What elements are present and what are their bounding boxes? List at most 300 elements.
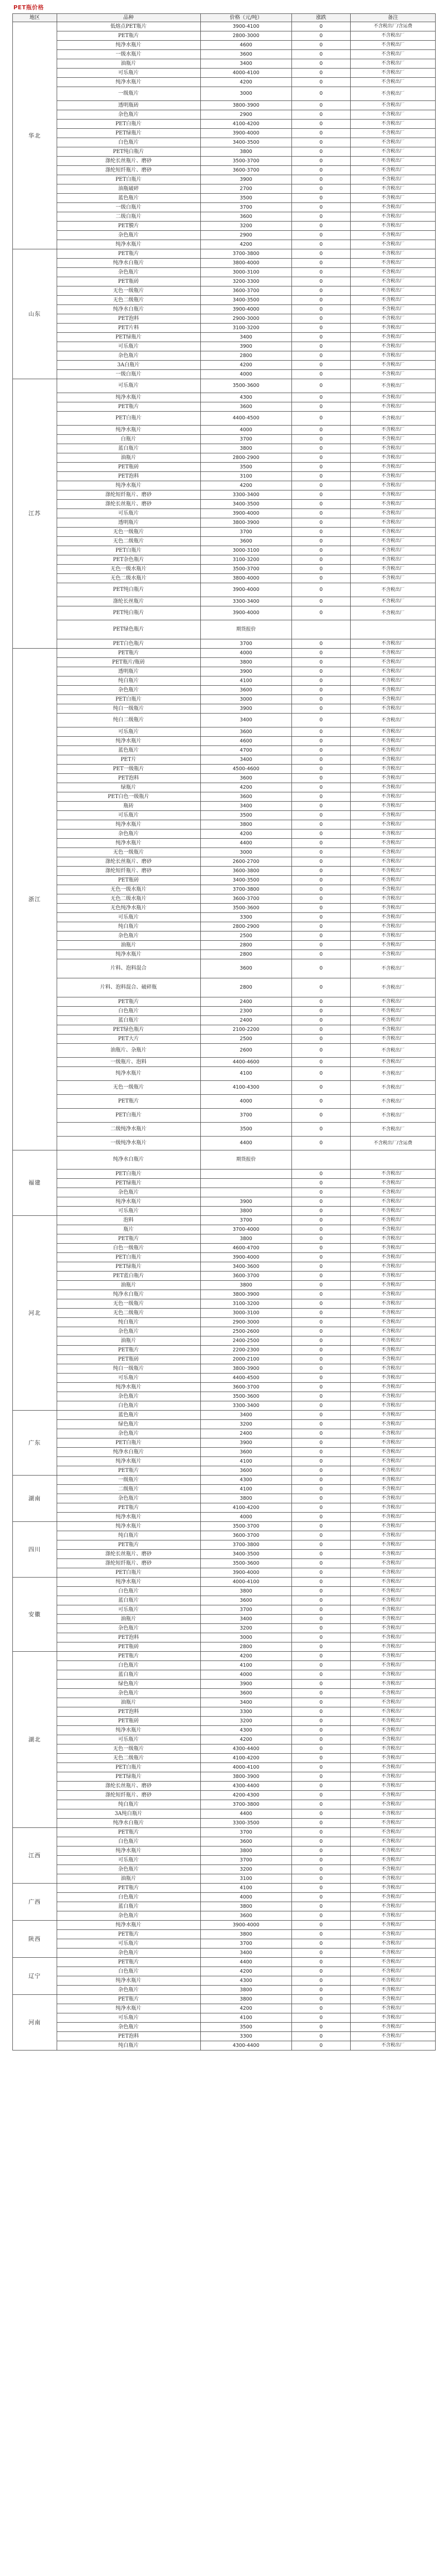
product-cell: PET瓶砖 — [57, 277, 200, 286]
table-row — [13, 120, 436, 129]
change-cell: 0 — [292, 565, 351, 574]
price-cell: 3800 — [200, 1207, 292, 1216]
note-cell: 不含税出厂 — [351, 1244, 436, 1253]
change-cell: 0 — [292, 1016, 351, 1025]
price-cell: 3400-3500 — [200, 876, 292, 885]
change-cell: 0 — [292, 755, 351, 765]
note-cell: 不含税出厂 — [351, 792, 436, 802]
note-cell: 不含税出厂 — [351, 1717, 436, 1726]
price-cell: 3800 — [200, 147, 292, 157]
product-cell: PET片料 — [57, 324, 200, 333]
note-cell: 不含税出厂 — [351, 857, 436, 867]
table-row — [13, 1216, 436, 1225]
table-row — [13, 555, 436, 565]
table-row — [13, 1485, 436, 1494]
product-cell: 涤纶长丝瓶片 — [57, 597, 200, 606]
note-cell: 不含税出厂 — [351, 1234, 436, 1244]
table-row — [13, 885, 436, 894]
price-cell: 3600 — [200, 1689, 292, 1698]
price-cell: 3600 — [200, 727, 292, 737]
product-cell: 可乐瓶片 — [57, 2013, 200, 2023]
table-row — [13, 857, 436, 867]
table-row — [13, 1754, 436, 1763]
price-cell: 4300 — [200, 1976, 292, 1986]
note-cell: 不含税出厂 — [351, 231, 436, 240]
note-cell: 不含税出厂 — [351, 351, 436, 361]
change-cell: 0 — [292, 231, 351, 240]
product-cell: 纯净水瓶片 — [57, 78, 200, 87]
price-cell: 3500 — [200, 811, 292, 820]
product-cell: 白色瓶片 — [57, 1587, 200, 1596]
change-cell: 0 — [292, 1615, 351, 1624]
table-row — [13, 2023, 436, 2032]
table-row — [13, 41, 436, 50]
change-cell: 0 — [292, 783, 351, 792]
product-cell: 一级瓶片 — [57, 1476, 200, 1485]
price-cell: 2400 — [200, 997, 292, 1007]
change-cell: 0 — [292, 1466, 351, 1476]
table-row — [13, 848, 436, 857]
change-cell: 0 — [292, 765, 351, 774]
note-cell: 不含税出厂 — [351, 1457, 436, 1466]
table-row — [13, 129, 436, 138]
table-row — [13, 87, 436, 101]
product-cell: 杂色瓶片 — [57, 931, 200, 941]
price-cell: 2400 — [200, 1429, 292, 1438]
change-cell: 0 — [292, 639, 351, 649]
price-cell: 3500-3600 — [200, 1392, 292, 1401]
table-row — [13, 714, 436, 727]
note-cell: 不含税出厂 — [351, 1392, 436, 1401]
change-cell: 0 — [292, 848, 351, 857]
note-cell: 不含税出厂 — [351, 1828, 436, 1837]
change-cell: 0 — [292, 1299, 351, 1309]
note-cell: 不含税出厂/含运费 — [351, 22, 436, 31]
note-cell: 不含税出厂 — [351, 783, 436, 792]
change-cell: 0 — [292, 1791, 351, 1800]
price-cell: 3700 — [200, 435, 292, 444]
price-cell: 2900-3000 — [200, 314, 292, 324]
change-cell: 0 — [292, 1392, 351, 1401]
product-cell: 可乐瓶片 — [57, 1374, 200, 1383]
table-row — [13, 1550, 436, 1559]
change-cell: 0 — [292, 546, 351, 555]
price-cell: 2600-2700 — [200, 857, 292, 867]
note-cell: 不含税出厂 — [351, 1967, 436, 1976]
product-cell: 蓝白瓶片 — [57, 1596, 200, 1605]
price-cell: 3400 — [200, 1698, 292, 1707]
note-cell: 不含税出厂 — [351, 101, 436, 110]
product-cell: 纯净水瓶片 — [57, 1457, 200, 1466]
table-row — [13, 379, 436, 393]
note-cell: 不含税出厂 — [351, 1216, 436, 1225]
table-row — [13, 1150, 436, 1170]
change-cell: 0 — [292, 379, 351, 393]
price-cell: 3600-3700 — [200, 1383, 292, 1392]
table-row — [13, 259, 436, 268]
product-cell: 杂色瓶片 — [57, 1689, 200, 1698]
note-cell: 不含税出厂 — [351, 714, 436, 727]
note-cell: 不含税出厂 — [351, 1559, 436, 1568]
price-cell: 3800 — [200, 1234, 292, 1244]
price-cell: 3800 — [200, 1902, 292, 1911]
price-cell: 2000-2100 — [200, 1355, 292, 1364]
price-cell: 3100-3200 — [200, 1299, 292, 1309]
change-cell: 0 — [292, 157, 351, 166]
table-row — [13, 1995, 436, 2004]
table-row — [13, 453, 436, 463]
table-row — [13, 774, 436, 783]
note-cell: 不含税出厂 — [351, 212, 436, 222]
note-cell: 不含税出厂 — [351, 1819, 436, 1828]
table-row — [13, 894, 436, 904]
note-cell: 不含税出厂 — [351, 1081, 436, 1095]
change-cell: 0 — [292, 1540, 351, 1550]
change-cell: 0 — [292, 1642, 351, 1652]
table-row — [13, 695, 436, 704]
price-cell: 4700 — [200, 746, 292, 755]
price-cell: 3900 — [200, 175, 292, 184]
note-cell: 不含税出厂 — [351, 305, 436, 314]
table-row — [13, 1401, 436, 1411]
table-row — [13, 704, 436, 714]
table-row — [13, 1652, 436, 1661]
change-cell: 0 — [292, 574, 351, 583]
change-cell: 0 — [292, 370, 351, 379]
product-cell: PET瓶片 — [57, 1234, 200, 1244]
product-cell: 涤纶长丝瓶片、磨砂 — [57, 157, 200, 166]
price-cell: 4200 — [200, 1967, 292, 1976]
product-cell: 透明瓶片 — [57, 667, 200, 676]
product-cell: PET瓶片 — [57, 1466, 200, 1476]
note-cell: 不含税出厂 — [351, 1735, 436, 1744]
note-cell: 不含税出厂 — [351, 1355, 436, 1364]
price-cell: 4300 — [200, 393, 292, 402]
note-cell: 不含税出厂 — [351, 686, 436, 695]
note-cell: 不含税出厂 — [351, 120, 436, 129]
change-cell: 0 — [292, 1197, 351, 1207]
change-cell: 0 — [292, 1670, 351, 1680]
price-cell: 2800-2900 — [200, 453, 292, 463]
price-cell: 3600-3700 — [200, 286, 292, 296]
change-cell: 0 — [292, 676, 351, 686]
product-cell: 一级白瓶片 — [57, 370, 200, 379]
price-cell: 3600-3700 — [200, 894, 292, 904]
page-title: PET瓶价格 — [13, 4, 44, 11]
note-cell: 不含税出厂 — [351, 203, 436, 212]
price-cell: 3400-3600 — [200, 1262, 292, 1272]
change-cell: 0 — [292, 509, 351, 518]
product-cell: 油瓶片 — [57, 59, 200, 69]
product-cell: PET白瓶片 — [57, 412, 200, 426]
note-cell: 不含税出厂 — [351, 129, 436, 138]
change-cell: 0 — [292, 1309, 351, 1318]
price-cell: 3900 — [200, 1438, 292, 1448]
note-cell: 不含税出厂 — [351, 1958, 436, 1967]
note-cell: 不含税出厂 — [351, 324, 436, 333]
product-cell: 纯净水瓶片 — [57, 1726, 200, 1735]
change-cell: 0 — [292, 138, 351, 147]
change-cell: 0 — [292, 1281, 351, 1290]
table-row — [13, 1522, 436, 1531]
product-cell: PET瓶片 — [57, 1540, 200, 1550]
product-cell: 无色一级瓶片 — [57, 528, 200, 537]
table-row — [13, 1290, 436, 1299]
product-cell: 可乐瓶片 — [57, 342, 200, 351]
note-cell: 不含税出厂 — [351, 1772, 436, 1782]
product-cell: PET绿瓶片 — [57, 333, 200, 342]
table-row — [13, 649, 436, 658]
product-cell: 白色瓶片 — [57, 138, 200, 147]
table-row — [13, 1809, 436, 1819]
note-cell: 不含税出厂 — [351, 1044, 436, 1058]
note-cell: 不含税出厂 — [351, 1911, 436, 1921]
table-row — [13, 333, 436, 342]
table-body — [13, 22, 436, 2050]
product-cell: PET白瓶片 — [57, 1109, 200, 1123]
change-cell: 0 — [292, 59, 351, 69]
table-row — [13, 1197, 436, 1207]
product-cell: 纯净水瓶片 — [57, 481, 200, 490]
header-product: 品种 — [57, 14, 200, 22]
change-cell: 0 — [292, 1587, 351, 1596]
product-cell: 油瓶片 — [57, 1698, 200, 1707]
product-cell: 无色一级水瓶片 — [57, 885, 200, 894]
change-cell: 0 — [292, 1025, 351, 1035]
product-cell: 一级瓶片、泡料 — [57, 1058, 200, 1067]
table-row — [13, 1772, 436, 1782]
change-cell: 0 — [292, 1095, 351, 1109]
product-cell: PET白瓶片 — [57, 1253, 200, 1262]
note-cell: 不含税出厂 — [351, 704, 436, 714]
change-cell: 0 — [292, 1744, 351, 1754]
note-cell: 不含税出厂 — [351, 78, 436, 87]
table-row — [13, 101, 436, 110]
note-cell: 不含税出厂 — [351, 528, 436, 537]
product-cell: PET白瓶片 — [57, 1438, 200, 1448]
table-row — [13, 1884, 436, 1893]
change-cell: 0 — [292, 1253, 351, 1262]
header-note: 备注 — [351, 14, 436, 22]
product-cell: PET白瓶片 — [57, 1170, 200, 1179]
note-cell: 不含税出厂 — [351, 286, 436, 296]
change-cell: 0 — [292, 22, 351, 31]
price-cell: 4400 — [200, 1958, 292, 1967]
note-cell: 不含税出厂 — [351, 1670, 436, 1680]
table-row — [13, 867, 436, 876]
change-cell: 0 — [292, 1689, 351, 1698]
change-cell: 0 — [292, 453, 351, 463]
product-cell: PET瓶片 — [57, 31, 200, 41]
change-cell: 0 — [292, 1856, 351, 1865]
note-cell: 不含税出厂 — [351, 1976, 436, 1986]
product-cell: 无色二级水瓶片 — [57, 894, 200, 904]
change-cell: 0 — [292, 1605, 351, 1615]
table-row — [13, 175, 436, 184]
product-cell: 无色一级瓶片 — [57, 1744, 200, 1754]
region-cell: 山东 — [13, 249, 57, 379]
change-cell: 0 — [292, 950, 351, 959]
note-cell: 不含税出厂 — [351, 658, 436, 667]
product-cell: 白色瓶片 — [57, 1837, 200, 1846]
note-cell: 不含税出厂 — [351, 1754, 436, 1763]
table-row — [13, 820, 436, 829]
price-cell: 3000 — [200, 848, 292, 857]
table-row — [13, 1642, 436, 1652]
price-cell: 2300 — [200, 1007, 292, 1016]
price-cell: 3900 — [200, 1197, 292, 1207]
product-cell: 杂色瓶片 — [57, 1948, 200, 1958]
product-cell: 片料、泡料混合、破碎瓶 — [57, 978, 200, 997]
note-cell: 不含税出厂 — [351, 481, 436, 490]
table-row — [13, 1262, 436, 1272]
price-cell: 3700 — [200, 1109, 292, 1123]
region-cell: 安徽 — [13, 1578, 57, 1652]
product-cell: PET绿瓶片 — [57, 1179, 200, 1188]
price-cell: 3700 — [200, 1939, 292, 1948]
table-row — [13, 50, 436, 59]
price-cell: 2800 — [200, 941, 292, 950]
table-row — [13, 1837, 436, 1846]
change-cell: 0 — [292, 1726, 351, 1735]
table-row — [13, 1902, 436, 1911]
change-cell: 0 — [292, 194, 351, 203]
change-cell: 0 — [292, 1346, 351, 1355]
product-cell: 涤纶短纤瓶片、磨砂 — [57, 490, 200, 500]
table-row — [13, 802, 436, 811]
product-cell: 纯白瓶片 — [57, 676, 200, 686]
change-cell: 0 — [292, 904, 351, 913]
change-cell: 0 — [292, 1893, 351, 1902]
change-cell: 0 — [292, 528, 351, 537]
price-cell: 2500 — [200, 1035, 292, 1044]
price-cell: 3600-3800 — [200, 867, 292, 876]
table-row — [13, 314, 436, 324]
table-row — [13, 69, 436, 78]
table-row — [13, 1355, 436, 1364]
note-cell: 不含税出厂 — [351, 1726, 436, 1735]
product-cell: 涤纶长丝瓶片、磨砂 — [57, 857, 200, 867]
table-row — [13, 1744, 436, 1754]
table-row — [13, 351, 436, 361]
price-cell — [200, 1170, 292, 1179]
product-cell: PET纯白瓶片 — [57, 583, 200, 597]
change-cell: 0 — [292, 1828, 351, 1837]
note-cell: 不含税出厂 — [351, 110, 436, 120]
change-cell: 0 — [292, 1457, 351, 1466]
change-cell: 0 — [292, 1809, 351, 1819]
note-cell: 不含税出厂 — [351, 1513, 436, 1522]
change-cell: 0 — [292, 1374, 351, 1383]
price-cell: 4100-4200 — [200, 120, 292, 129]
note-cell: 不含税出厂 — [351, 50, 436, 59]
change-cell: 0 — [292, 314, 351, 324]
table-row — [13, 1025, 436, 1035]
table-row — [13, 597, 436, 606]
table-row — [13, 2032, 436, 2041]
product-cell: PET瓶砖 — [57, 463, 200, 472]
change-cell: 0 — [292, 1986, 351, 1995]
note-cell: 不含税出厂 — [351, 87, 436, 101]
table-row — [13, 249, 436, 259]
product-cell: 纯净水瓶片 — [57, 1513, 200, 1522]
table-row — [13, 1179, 436, 1188]
change-cell: 0 — [292, 1485, 351, 1494]
table-row — [13, 1411, 436, 1420]
product-cell: 纯白瓶片 — [57, 1531, 200, 1540]
price-cell: 2800 — [200, 1642, 292, 1652]
change-cell: 0 — [292, 1763, 351, 1772]
table-row — [13, 1299, 436, 1309]
note-cell: 不含税出厂 — [351, 259, 436, 268]
price-cell: 4600-4700 — [200, 1244, 292, 1253]
note-cell: 不含税出厂 — [351, 1837, 436, 1846]
change-cell: 0 — [292, 1179, 351, 1188]
price-cell: 3600 — [200, 1911, 292, 1921]
price-cell: 3500-3700 — [200, 565, 292, 574]
product-cell: 杂色瓶片 — [57, 1865, 200, 1874]
note-cell: 不含税出厂 — [351, 490, 436, 500]
table-row — [13, 997, 436, 1007]
product-cell: PET瓶砖 — [57, 1355, 200, 1364]
product-cell: 无色一级瓶片 — [57, 286, 200, 296]
price-cell: 3700 — [200, 1828, 292, 1837]
product-cell: PET蓝白瓶片 — [57, 1272, 200, 1281]
change-cell: 0 — [292, 1513, 351, 1522]
price-cell: 4100 — [200, 1884, 292, 1893]
table-row — [13, 22, 436, 31]
table-row — [13, 426, 436, 435]
note-cell: 不含税出厂 — [351, 426, 436, 435]
note-cell: 不含税出厂 — [351, 138, 436, 147]
table-row — [13, 1568, 436, 1578]
product-cell: 二级白瓶片 — [57, 212, 200, 222]
change-cell: 0 — [292, 1383, 351, 1392]
note-cell: 不含税出厂 — [351, 676, 436, 686]
note-cell: 不含税出厂 — [351, 147, 436, 157]
product-cell: 纯净水瓶片 — [57, 426, 200, 435]
change-cell: 0 — [292, 857, 351, 867]
region-cell: 河北 — [13, 1216, 57, 1411]
change-cell: 0 — [292, 1429, 351, 1438]
price-cell: 3800-3900 — [200, 1772, 292, 1782]
product-cell: PET瓶片 — [57, 1503, 200, 1513]
price-cell: 3900-4100 — [200, 22, 292, 31]
note-cell: 不含税出厂 — [351, 639, 436, 649]
table-row — [13, 1188, 436, 1197]
price-cell: 3900-4000 — [200, 1568, 292, 1578]
note-cell: 不含税出厂 — [351, 1170, 436, 1179]
note-cell: 不含税出厂 — [351, 1680, 436, 1689]
table-row — [13, 746, 436, 755]
table-row — [13, 1633, 436, 1642]
table-row — [13, 1383, 436, 1392]
change-cell: 0 — [292, 2004, 351, 2013]
note-cell: 不含税出厂 — [351, 342, 436, 351]
price-cell: 3800 — [200, 1587, 292, 1596]
change-cell: 0 — [292, 1707, 351, 1717]
product-cell: PET白瓶片 — [57, 695, 200, 704]
product-cell: 油瓶片 — [57, 1615, 200, 1624]
note-cell: 不含税出厂 — [351, 555, 436, 565]
price-cell: 2800-3000 — [200, 31, 292, 41]
table-row — [13, 1531, 436, 1540]
note-cell: 不含税出厂 — [351, 1448, 436, 1457]
price-cell: 2100-2200 — [200, 1025, 292, 1035]
product-cell: 白色瓶片 — [57, 1007, 200, 1016]
price-cell: 3400-3500 — [200, 138, 292, 147]
product-cell: 涤纶短纤瓶片、磨砂 — [57, 1791, 200, 1800]
